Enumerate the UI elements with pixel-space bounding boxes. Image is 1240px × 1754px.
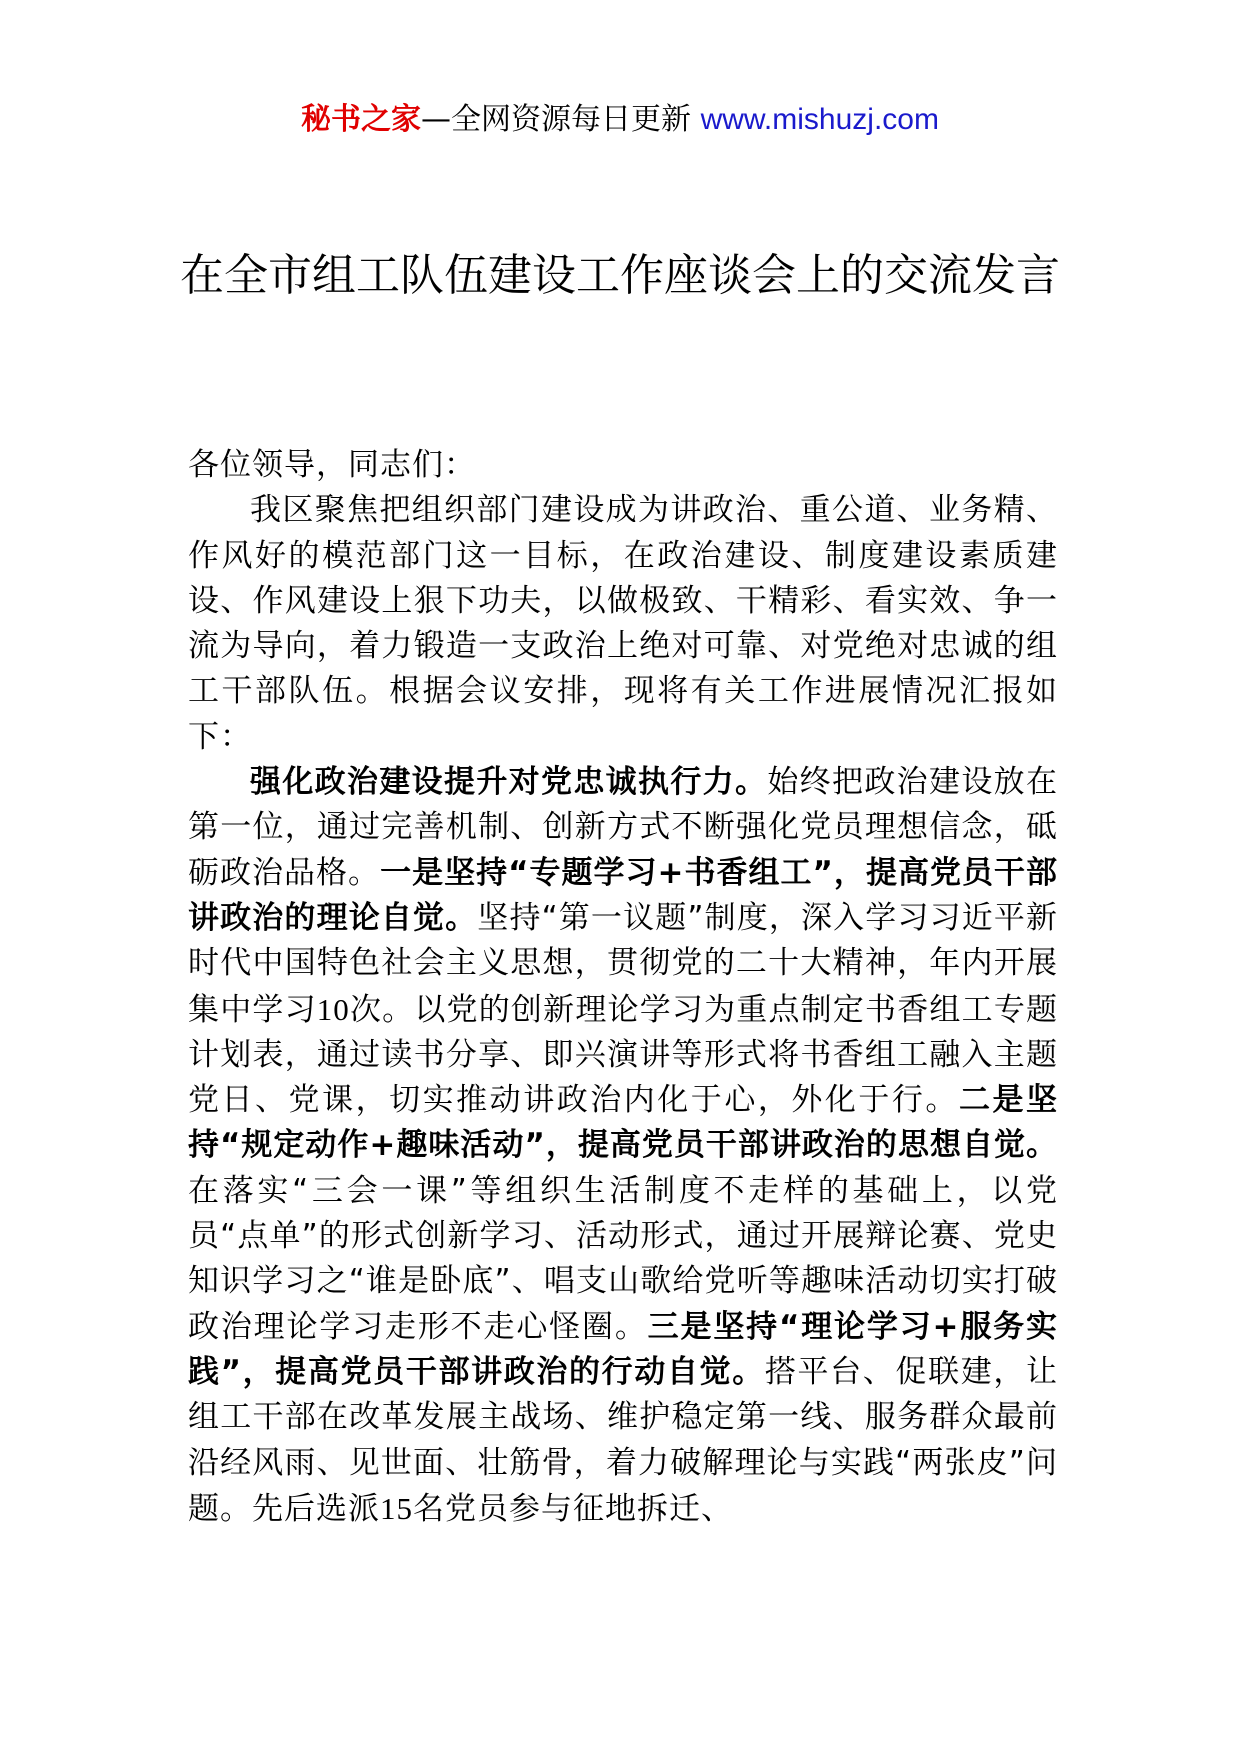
site-header xyxy=(0,100,1240,140)
point-one-text-a: 坚持“第一议题”制度，深入学习习近平新时代中国特色社会主义思想，贯彻党的二十大精神，年内开展集中学习 xyxy=(188,899,1058,1028)
section-intro: 始终把政治建设放在第一位，通过完善机制、创新方式不断强化党员理想信念，砥砺政治品格。 xyxy=(188,764,1059,891)
site-url[interactable]: www.mishuzj.com xyxy=(700,103,939,136)
point-three-number: 15 xyxy=(380,1490,413,1526)
point-one-heading: 一是坚持“专题学习+书香组工”，提高党员干部讲政治的理论自觉。 xyxy=(188,854,1058,936)
paragraph-political-building xyxy=(188,760,1058,1532)
point-one-text-b: 次。以党的创新理论学习为重点制定书香组工专题计划表，通过读书分享、即兴演讲等形式将书香组工融入主题党日、党课，切实推动讲政治内化于心，外化于行。 xyxy=(188,991,1059,1119)
salutation: 各位领导，同志们： xyxy=(188,447,476,483)
point-two-heading: 二是坚持“规定动作+趣味活动”，提高党员干部讲政治的思想自觉。 xyxy=(188,1082,1059,1164)
point-one-number: 10 xyxy=(316,991,350,1027)
section-heading: 强化政治建设提升对党忠诚执行力。 xyxy=(250,764,768,801)
point-three-text-b: 名党员参与征地拆迁、 xyxy=(413,1490,733,1527)
paragraph-intro: 我区聚焦把组织部门建设成为讲政治、重公道、业务精、作风好的模范部门这一目标，在政治建设、制度建设素质建设、作风建设上狠下功夫，以做极致、干精彩、看实效、争一流为导向，着力锻造一支政治上绝对可靠、对党绝对忠诚的组工干部队伍。根据会议安排，现将有关工作进展情况汇报如下： xyxy=(188,492,1058,755)
point-two-text: 在落实“三会一课”等组织生活制度不走样的基础上，以党员“点单”的形式创新学习、活动形式，通过开展辩论赛、党史知识学习之“谁是卧底”、唱支山歌给党听等趣味活动切实打破政治理论学习走形不走心怪圈。 xyxy=(188,1172,1058,1345)
document-title: 在全市组工队伍建设工作座谈会上的交流发言 xyxy=(180,250,1060,301)
document-body xyxy=(188,443,1058,1532)
point-three-heading: 三是坚持“理论学习+服务实践”，提高党员干部讲政治的行动自觉。 xyxy=(188,1308,1058,1390)
brand-name: 秘书之家 xyxy=(301,102,422,137)
header-slogan: —全网资源每日更新 xyxy=(421,102,701,137)
point-three-text-a: 搭平台、促联建，让组工干部在改革发展主战场、维护稳定第一线、服务群众最前沿经风雨、见世面、壮筋骨，着力破解理论与实践“两张皮”问题。先后选派 xyxy=(188,1353,1059,1527)
